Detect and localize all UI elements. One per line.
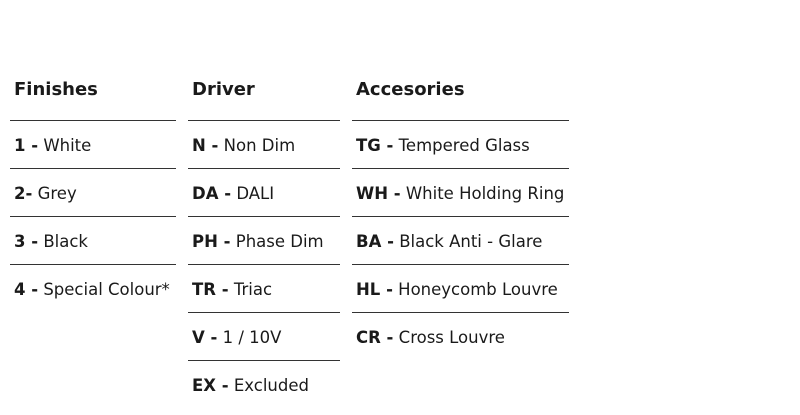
item-code: TR - [192, 280, 229, 299]
list-item-text [192, 183, 274, 205]
item-label: Phase Dim [235, 232, 324, 251]
list-item [10, 217, 176, 265]
list-item-text [192, 279, 272, 301]
list-item [352, 217, 569, 265]
list-item [10, 169, 176, 217]
item-label: Black [43, 232, 88, 251]
list-item [188, 169, 340, 217]
accessories-header: Accesories [356, 79, 465, 100]
list-item-text [14, 231, 88, 253]
item-label: DALI [236, 184, 275, 203]
item-code: 2- [14, 184, 33, 203]
list-item [188, 121, 340, 169]
list-item [188, 217, 340, 265]
item-label: Grey [37, 184, 77, 203]
item-label: 1 / 10V [222, 328, 282, 347]
list-item-text [14, 135, 91, 157]
item-code: 4 - [14, 280, 39, 299]
list-item-text [14, 279, 170, 301]
item-code: TG - [356, 136, 394, 155]
list-item [10, 121, 176, 169]
list-item-text [356, 135, 530, 157]
finishes-header: Finishes [14, 79, 98, 100]
item-code: N - [192, 136, 219, 155]
list-item-text [192, 375, 309, 397]
item-label: White [43, 136, 92, 155]
list-item-text [356, 183, 564, 205]
list-item [352, 313, 569, 361]
list-item [10, 265, 176, 313]
list-item [188, 265, 340, 313]
list-item-text [356, 327, 505, 349]
item-code: 3 - [14, 232, 39, 251]
driver-header: Driver [192, 79, 255, 100]
list-item [352, 265, 569, 313]
list-item [352, 121, 569, 169]
item-code: CR - [356, 328, 394, 347]
item-label: Triac [233, 280, 273, 299]
item-code: BA - [356, 232, 394, 251]
item-code: 1 - [14, 136, 39, 155]
list-item-text [192, 327, 281, 349]
list-item-text [14, 183, 77, 205]
list-item-text [356, 279, 558, 301]
list-item [352, 169, 569, 217]
list-item-text [356, 231, 542, 253]
item-label: Honeycomb Louvre [398, 280, 558, 299]
item-label: Excluded [233, 376, 309, 395]
list-item [188, 361, 340, 409]
item-code: WH - [356, 184, 401, 203]
item-code: HL - [356, 280, 393, 299]
list-item-text [192, 231, 324, 253]
item-label: White Holding Ring [405, 184, 565, 203]
item-label: Black Anti - Glare [399, 232, 543, 251]
item-label: Special Colour* [43, 280, 170, 299]
item-code: DA - [192, 184, 232, 203]
item-label: Tempered Glass [398, 136, 530, 155]
item-code: V - [192, 328, 218, 347]
item-label: Cross Louvre [398, 328, 505, 347]
list-item-text [192, 135, 295, 157]
list-item [188, 313, 340, 361]
item-code: EX - [192, 376, 229, 395]
item-label: Non Dim [223, 136, 296, 155]
item-code: PH - [192, 232, 231, 251]
